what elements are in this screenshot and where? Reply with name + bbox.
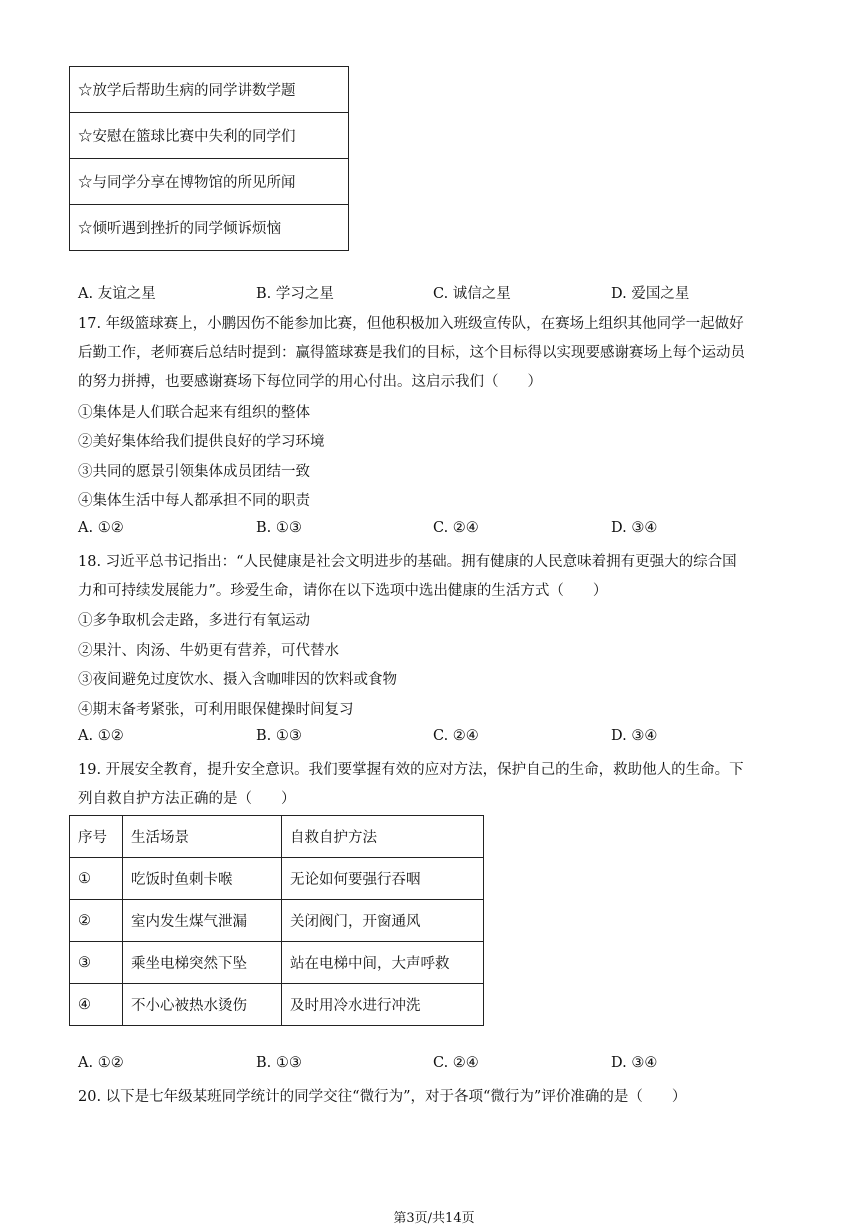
option-c[interactable]: C. 诚信之星 [433,286,511,302]
table-cell: 关闭阀门，开窗通风 [282,900,484,942]
q17-item: ①集体是人们联合起来有组织的整体 [78,405,310,421]
q19-safety-table [69,815,484,1026]
table-cell: 站在电梯中间，大声呼救 [282,942,484,984]
q18-stem-line: 力和可持续发展能力”。珍爱生命，请你在以下选项中选出健康的生活方式（ ） [78,583,608,599]
table-cell: ① [70,858,123,900]
option-b[interactable]: B. ①③ [256,1055,302,1071]
q16-options [78,282,778,302]
q16-box-item: ☆倾听遇到挫折的同学倾诉烦恼 [70,205,349,251]
q16-box-item: ☆与同学分享在博物馆的所见所闻 [70,159,349,205]
q18-item: ④期末备考紧张，可利用眼保健操时间复习 [78,702,354,718]
table-cell: 乘坐电梯突然下坠 [123,942,282,984]
table-cell: ④ [70,984,123,1026]
q18-item: ①多争取机会走路，多进行有氧运动 [78,613,310,629]
q18-options [78,728,778,748]
table-cell: 室内发生煤气泄漏 [123,900,282,942]
q17-item: ④集体生活中每人都承担不同的职责 [78,493,310,509]
q18-stem-line: 18. 习近平总书记指出：“人民健康是社会文明进步的基础。拥有健康的人民意味着拥有更强大的综合国 [78,554,737,570]
option-d[interactable]: D. ③④ [611,728,658,744]
option-b[interactable]: B. ①③ [256,728,302,744]
option-c[interactable]: C. ②④ [433,728,479,744]
table-cell: ③ [70,942,123,984]
table-row [70,900,484,942]
q18-item: ③夜间避免过度饮水、摄入含咖啡因的饮料或食物 [78,672,397,688]
q16-box-item: ☆安慰在篮球比赛中失利的同学们 [70,113,349,159]
q18-item: ②果汁、肉汤、牛奶更有营养，可代替水 [78,643,339,659]
table-header-cell: 序号 [70,816,123,858]
page-number: 第3页/共14页 [393,1211,475,1226]
table-cell: 及时用冷水进行冲洗 [282,984,484,1026]
q17-item: ③共同的愿景引领集体成员团结一致 [78,464,310,480]
q17-stem-line: 的努力拼搏，也要感谢赛场下每位同学的用心付出。这启示我们（ ） [78,374,542,390]
option-d[interactable]: D. 爱国之星 [611,286,690,302]
table-header-cell: 自救自护方法 [282,816,484,858]
option-a[interactable]: A. ①② [78,520,124,536]
q19-stem-line: 列自救自护方法正确的是（ ） [78,791,296,807]
option-a[interactable]: A. ①② [78,1055,124,1071]
q16-box-item: ☆放学后帮助生病的同学讲数学题 [70,67,349,113]
q16-activity-box [69,66,349,251]
q17-stem-line: 17. 年级篮球赛上，小鹏因伤不能参加比赛，但他积极加入班级宣传队，在赛场上组织其他同学一起做好 [78,316,744,332]
option-b[interactable]: B. ①③ [256,520,302,536]
q17-stem-line: 后勤工作，老师赛后总结时提到：赢得篮球赛是我们的目标，这个目标得以实现要感谢赛场上每个运动员 [78,345,745,361]
option-a[interactable]: A. 友谊之星 [78,286,156,302]
q19-options [78,1055,778,1075]
option-b[interactable]: B. 学习之星 [256,286,334,302]
q19-stem-line: 19. 开展安全教育，提升安全意识。我们要掌握有效的应对方法，保护自己的生命，救助他人的生命。下 [78,762,744,778]
q17-item: ②美好集体给我们提供良好的学习环境 [78,434,325,450]
table-cell: 吃饭时鱼刺卡喉 [123,858,282,900]
option-d[interactable]: D. ③④ [611,1055,658,1071]
table-row [70,858,484,900]
table-cell: ② [70,900,123,942]
table-row [70,984,484,1026]
q17-options [78,520,778,540]
option-d[interactable]: D. ③④ [611,520,658,536]
option-c[interactable]: C. ②④ [433,520,479,536]
q20-stem-line: 20. 以下是七年级某班同学统计的同学交往“微行为”，对于各项“微行为”评价准确的是（ ） [78,1089,687,1105]
table-row [70,942,484,984]
option-c[interactable]: C. ②④ [433,1055,479,1071]
option-a[interactable]: A. ①② [78,728,124,744]
table-header-cell: 生活场景 [123,816,282,858]
table-cell: 不小心被热水烫伤 [123,984,282,1026]
table-cell: 无论如何要强行吞咽 [282,858,484,900]
